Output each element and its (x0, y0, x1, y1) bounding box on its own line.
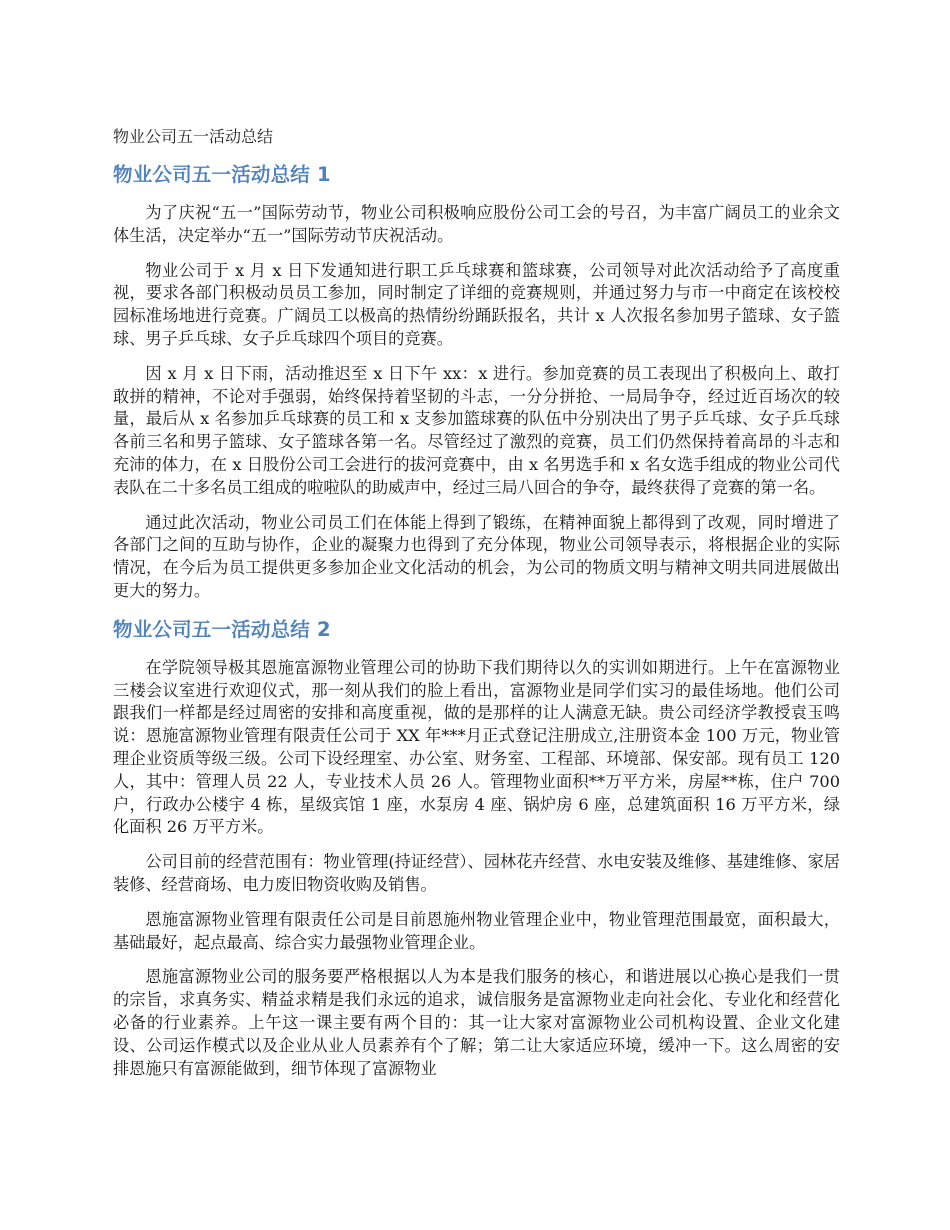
section-1 (113, 160, 840, 603)
paragraph: 通过此次活动，物业公司员工们在体能上得到了锻练，在精神面貌上都得到了改观，同时增进了各部门之间的互助与协作，企业的凝聚力也得到了充分体现，物业公司领导表示，将根据企业的实际情况，在今后为员工提供更多参加企业文化活动的机会，为公司的物质文明与精神文明共同进展做出更大的努力。 (113, 512, 840, 600)
section-2 (113, 615, 840, 1081)
paragraph: 恩施富源物业管理有限责任公司是目前恩施州物业管理企业中，物业管理范围最宽，面积最大，基础最好，起点最高、综合实力最强物业管理企业。 (113, 909, 840, 952)
paragraph: 恩施富源物业公司的服务要严格根据以人为本是我们服务的核心，和谐进展以心换心是我们一贯的宗旨，求真务实、精益求精是我们永远的追求，诚信服务是富源物业走向社会化、专业化和经营化必备的行业素养。上午这一课主要有两个目的：其一让大家对富源物业公司机构设置、企业文化建设、公司运作模式以及企业从业人员素养有个了解；第二让大家适应环境，缓冲一下。这么周密的安排恩施只有富源能做到，细节体现了富源物业 (113, 967, 840, 1078)
paragraph: 因 x 月 x 日下雨，活动推迟至 x 日下午 xx：x 进行。参加竞赛的员工表现出了积极向上、敢打敢拼的精神，不论对手强弱，始终保持着坚韧的斗志，一分分拼抢、一局局争夺，经过近百场次的较量，最后从 x 名参加乒乓球赛的员工和 x 支参加篮球赛的队伍中分别决出了男子乒乓球、女子乒乓球各前三名和男子篮球、女子篮球各第一名。尽管经过了激烈的竞赛，员工们仍然保持着高昂的斗志和充沛的体力，在 x 日股份公司工会进行的拔河竞赛中，由 x 名男选手和 x 名女选手组成的物业公司代表队在二十多名员工组成的啦啦队的助威声中，经过三局八回合的争夺，最终获得了竞赛的第一名。 (113, 363, 840, 497)
document-title: 物业公司五一活动总结 (113, 127, 274, 146)
section-heading: 物业公司五一活动总结 1 (113, 163, 331, 186)
paragraph: 在学院领导极其恩施富源物业管理公司的协助下我们期待以久的实训如期进行。上午在富源物业三楼会议室进行欢迎仪式，那一刻从我们的脸上看出，富源物业是同学们实习的最佳场地。他们公司跟我们一样都是经过周密的安排和高度重视，做的是那样的让人满意无缺。贵公司经济学教授袁玉鸣说：恩施富源物业管理有限责任公司于 XX 年***月正式登记注册成立,注册资本金 100 万元，物业管理企业资质等级三级。公司下设经理室、办公室、财务室、工程部、环境部、保安部。现有员工 120 人，其中：管理人员 22 人，专业技术人员 26 人。管理物业面积**万平方米，房屋**栋，住户 700 户，行政办公楼宇 4 栋，星级宾馆 1 座，水泵房 4 座、锅炉房 6 座，总建筑面积 16 万平方米，绿化面积 26 万平方米。 (113, 657, 840, 837)
paragraph: 公司目前的经营范围有：物业管理(持证经营）、园林花卉经营、水电安装及维修、基建维修、家居装修、经营商场、电力废旧物资收购及销售。 (113, 852, 840, 894)
paragraph: 物业公司于 x 月 x 日下发通知进行职工乒乓球赛和篮球赛，公司领导对此次活动给予了高度重视，要求各部门积极动员员工参加，同时制定了详细的竞赛规则，并通过努力与市一中商定在该校校园标准场地进行竞赛。广阔员工以极高的热情纷纷踊跃报名，共计 x 人次报名参加男子篮球、女子篮球、男子乒乓球、女子乒乓球四个项目的竞赛。 (113, 260, 840, 348)
document-page (113, 124, 840, 1092)
paragraph: 为了庆祝“五一”国际劳动节，物业公司积极响应股份公司工会的号召，为丰富广阔员工的业余文体生活，决定举办“五一”国际劳动节庆祝活动。 (113, 203, 840, 245)
section-heading: 物业公司五一活动总结 2 (113, 617, 331, 641)
